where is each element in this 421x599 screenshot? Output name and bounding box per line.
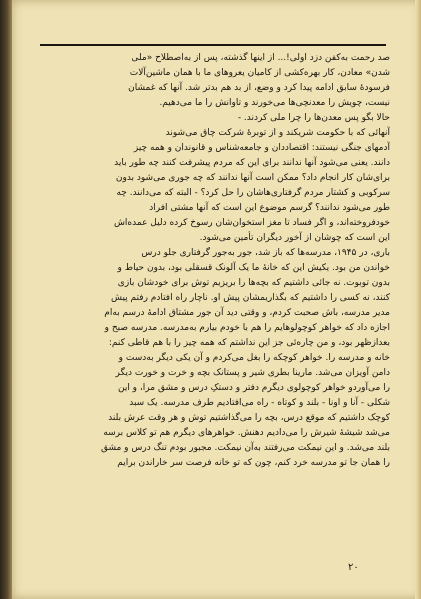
body-text xyxy=(26,51,390,471)
text-line: کوچک داشتیم که موقع درس، بچه را می‌گذاشتیم توش و هر وقت عرش بلند xyxy=(108,413,390,423)
text-line: شکلی - آنا و اونا - بلند و کوتاه - راه می‌افتادیم طرف مدرسه. یک سبد xyxy=(129,398,390,408)
text-line: را همان جا تو مدرسه خرد کنم، چون که تو خانه فرصت سر خاراندن برایم xyxy=(117,458,390,468)
text-line: فرسودهٔ سابق ادامه پیدا کرد و وضع، از بد هم بدتر شد. آنها که غمشان xyxy=(128,83,390,93)
text-line: دامن آویزان می‌شد. مارینا بطری شیر و پستانک بچه و خرت و خورت دیگر xyxy=(115,368,390,378)
text-line: سرکوبی و کشتار مردم گرفتاری‌هاشان را حل کرد؟ - البته که می‌دانند. چه xyxy=(116,188,390,198)
text-line: خودفروخته‌اند، و اگر فساد تا مغز استخوان‌شان رسوخ کرده دلیل عمده‌اش xyxy=(113,218,390,228)
text-line: دانند. یعنی می‌شود آنها ندانند برای این که مردم پیشرفت کنند چه طور باید xyxy=(114,158,390,168)
text-line: کنند، نه کسی را داشتیم که بگذاریمشان پیش او. ناچار راه افتادم رفتم پیش xyxy=(111,293,390,303)
text-line: خانه و مدرسه را. خواهر کوچکه را بغل می‌کردم و آن یکی دیگر به‌دست و xyxy=(118,353,390,363)
text-line: آنهائی که با حکومت شریکند و از توبرهٔ شرکت چاق می‌شوند xyxy=(165,128,390,138)
text-line: را می‌آوردو خواهر کوچولوی دیگرم دفتر و دستکِ درس و مشق مرا، و این xyxy=(117,383,390,393)
text-line: طور می‌شود ندانند؟ گرسم موضوع این است که آنها مشتی افراد xyxy=(149,203,390,213)
text-line: مدیر مدرسه، باش صحبت کردم، و وقتی دید آن جور مشتاق ادامهٔ درسم به‌ام xyxy=(104,308,390,318)
text-line: باری، در ۱۹۴۵، مدرسه‌ها که باز شد، جور به‌جور گرفتاری جلو درس xyxy=(141,248,390,258)
page-edge xyxy=(415,0,421,599)
book-gutter-shadow xyxy=(0,0,12,599)
text-line: این است که چوشان از آخور دیگران تأمین می‌شود. xyxy=(199,233,390,243)
header-rule xyxy=(40,44,386,46)
text-line: نیست، چویش را معدنچی‌ها می‌خورند و تاوانش را ما می‌دهیم. xyxy=(159,98,390,108)
text-line: آدمهای جنگی نیستند: اقتصاددان و جامعه‌شناس و قانوندان و همه چیز xyxy=(133,143,390,153)
text-line: خواندن من بود. یکیش این که خانهٔ ما یک آلونک قسقلی بود، بدون حیاط و xyxy=(117,263,390,273)
text-line: می‌شد شیشهٔ شیرش را می‌دادیم دهنش. خواهرهای دیگرم هم تو کلاس برسه xyxy=(103,428,390,438)
text-line: بدون توبوت. نه جائی داشتیم که بچه‌ها را بریزیم توش برای خودشان بازی xyxy=(117,278,390,288)
text-line: صد رحمت به‌کفن دزد اولی!... از اینها گذشته، پس از به‌اصطلاح «ملی xyxy=(131,53,390,63)
text-line: بلند می‌شد. و این نیمکت می‌رفتند به‌آن نیمکت. مجبور بودم تنگ درس و مشق xyxy=(100,443,390,453)
text-line: شدن» معادن، کار بهره‌کشی از کامیان یعروهای ما با همان ماشین‌آلات xyxy=(129,68,390,78)
text-line: اجازه داد که خواهر کوچولوهایم را هم با خودم بیارم به‌مدرسه. مدرسه صبح و xyxy=(104,323,390,333)
text-line: برای‌شان کار انجام داد؟ ممکن است آنها ندانند که چه جوری می‌شود بدون xyxy=(115,173,390,183)
text-line: بعدازظهر بود، و من چاره‌ئی جز این نداشتم که همه چیز را با هم قاطی کنم: xyxy=(108,338,390,348)
page-number: ۲۰ xyxy=(348,562,359,573)
text-line: حالا بگو پس معدن‌ها را چرا ملی کردند. - xyxy=(237,113,390,123)
